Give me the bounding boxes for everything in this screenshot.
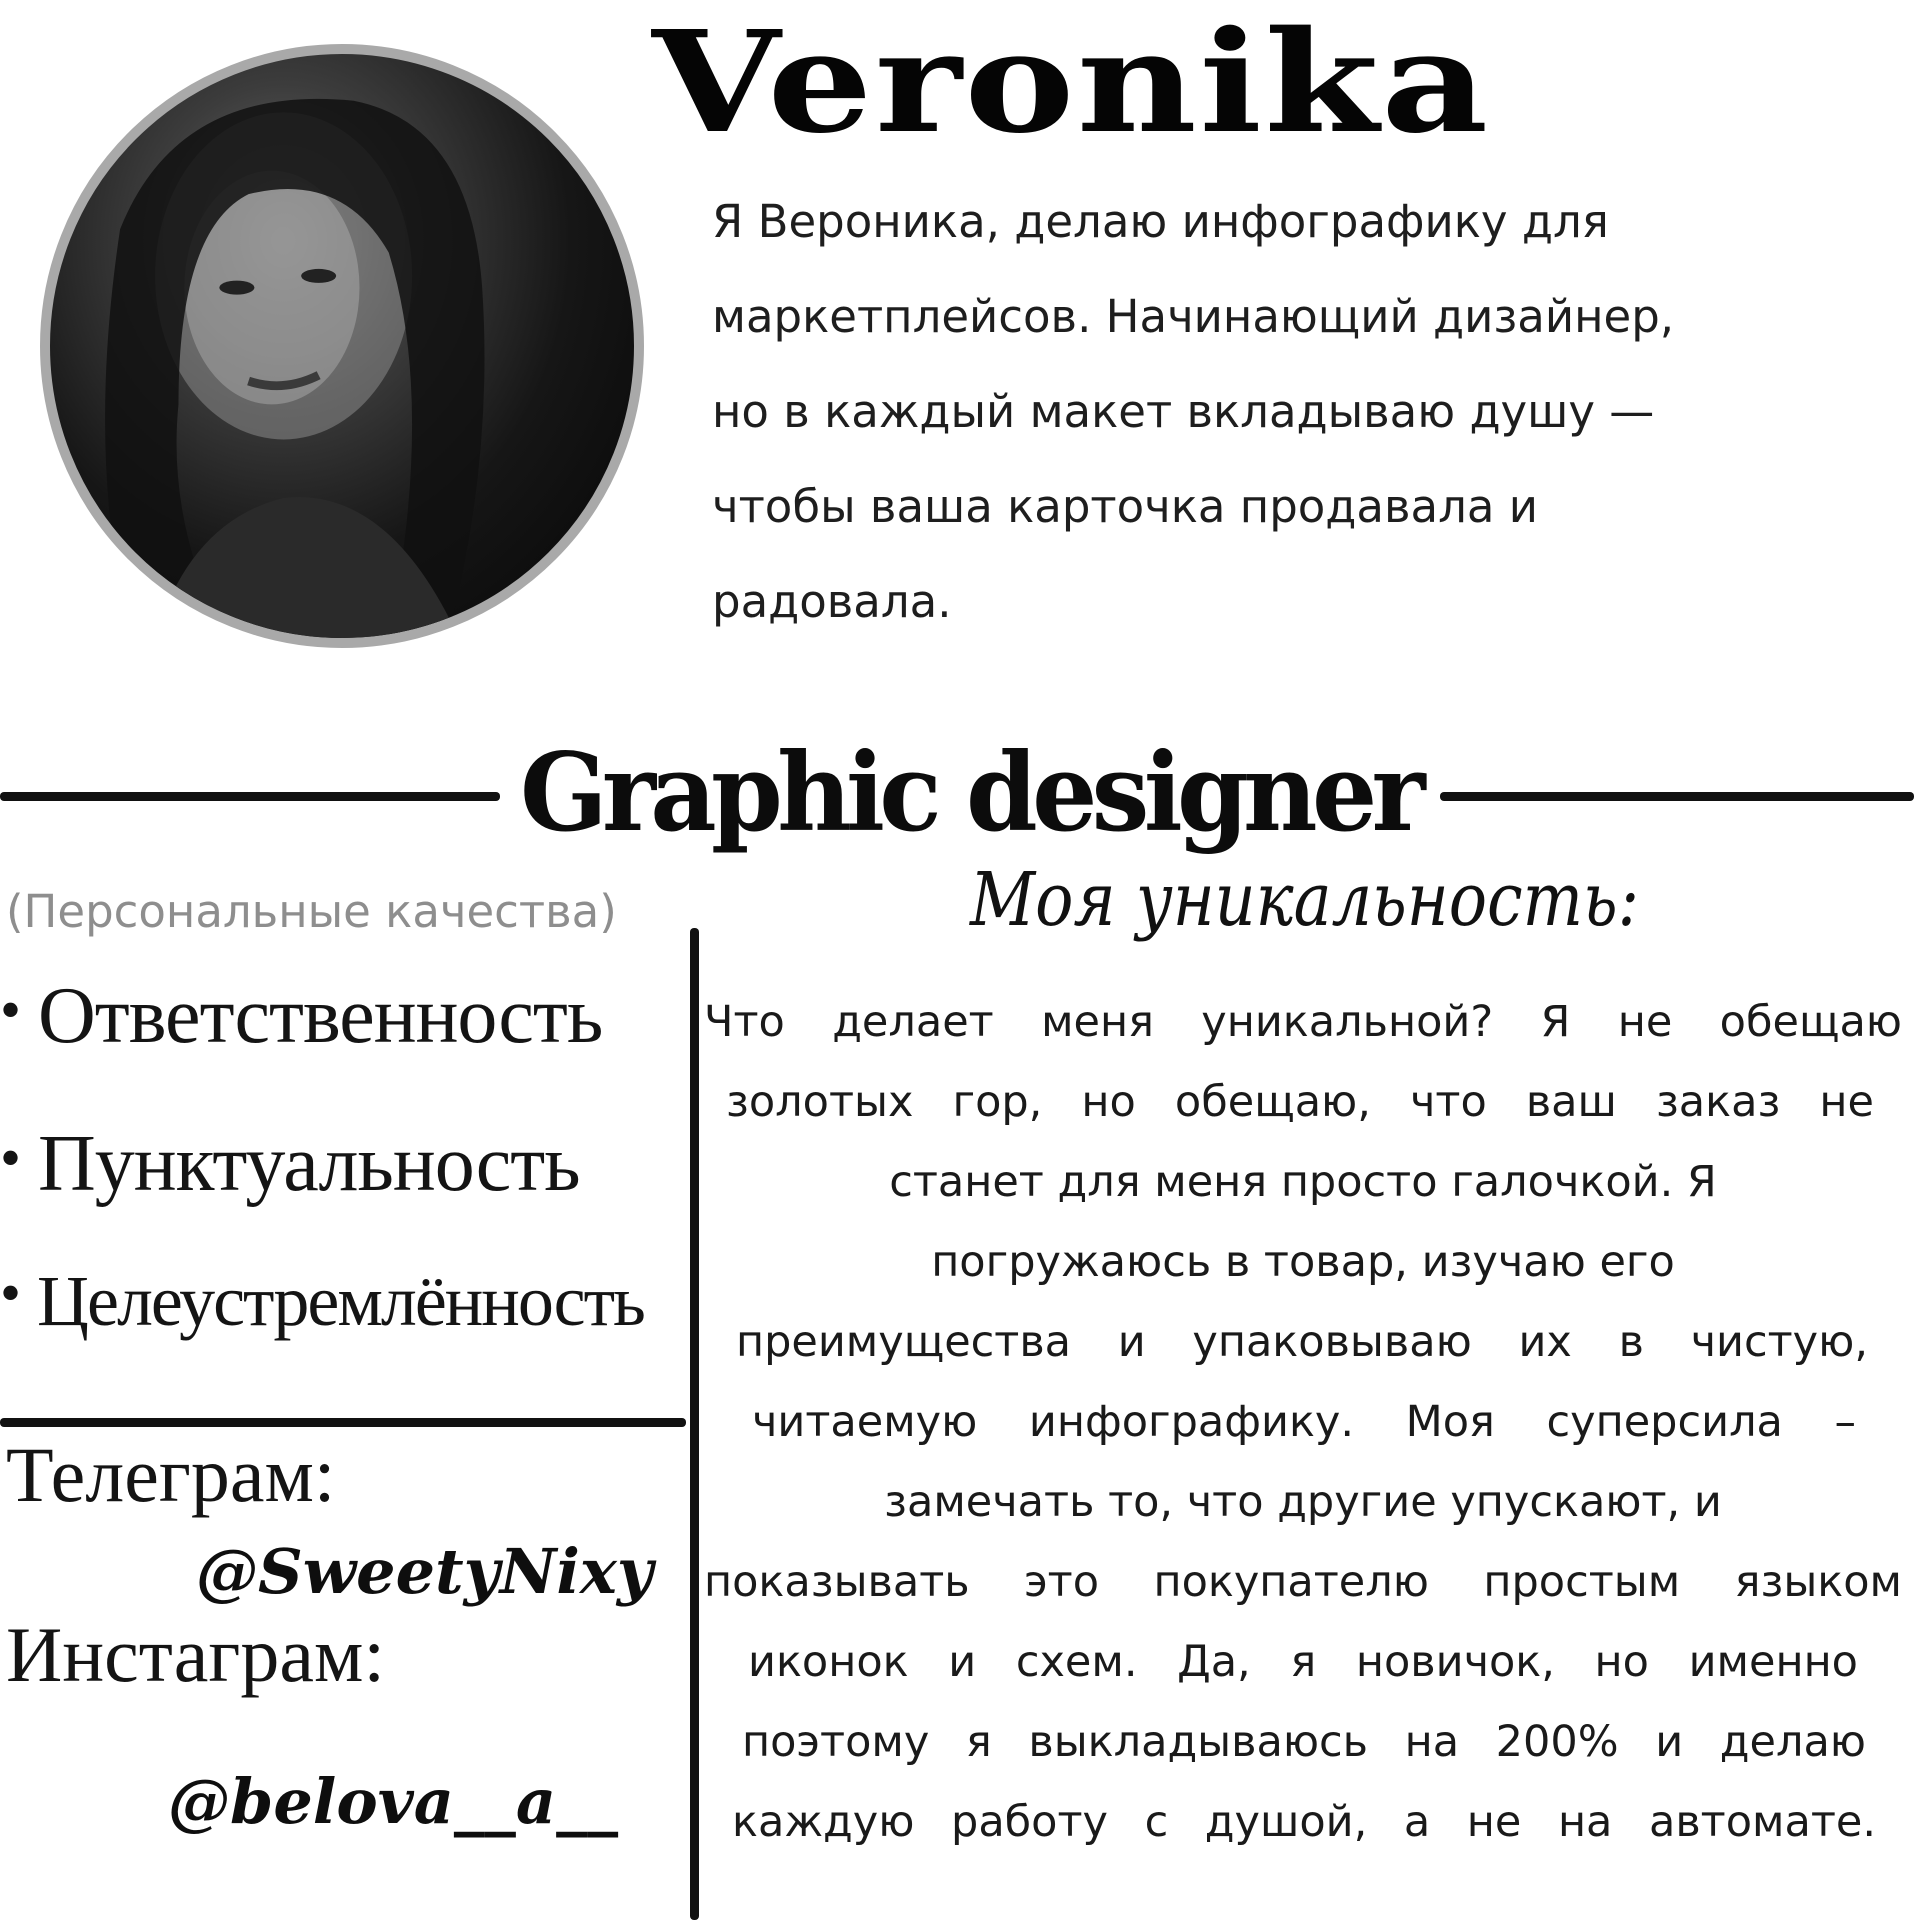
bio-line: но в каждый макет вкладываю душу — — [712, 385, 1655, 438]
quality-item — [0, 1110, 580, 1212]
portrait-photo-icon — [50, 54, 634, 638]
bio-line: маркетплейсов. Начинающий дизайнер, — [712, 290, 1675, 343]
instagram-label: Инстаграм: — [6, 1611, 385, 1698]
bullet-icon: • — [0, 977, 21, 1043]
profile-photo — [40, 44, 644, 648]
bio-line: Я Вероника, делаю инфографику для — [712, 195, 1609, 248]
paragraph-line: иконок и схем. Да, я новичок, но именно — [748, 1637, 1858, 1687]
profile-name: Veronika — [652, 1, 1491, 165]
title-divider-left — [0, 792, 500, 801]
bullet-icon: • — [0, 1125, 21, 1191]
paragraph-line: каждую работу с душой, а не на автомате. — [732, 1797, 1876, 1847]
paragraph-line: золотых гор, но обещаю, что ваш заказ не — [726, 1077, 1874, 1127]
qualities-caption: (Персональные качества) — [6, 885, 617, 938]
instagram-handle[interactable]: @belova__a__ — [168, 1765, 619, 1838]
telegram-handle[interactable]: @SweetyNixy — [196, 1535, 653, 1608]
bio-line: радовала. — [712, 575, 952, 628]
paragraph-line: поэтому я выкладываюсь на 200% и делаю — [742, 1717, 1866, 1767]
contacts-divider — [0, 1418, 686, 1427]
title-divider-right — [1440, 792, 1914, 801]
bullet-icon: • — [0, 1260, 20, 1326]
paragraph-line: погружаюсь в товар, изучаю его — [931, 1237, 1675, 1287]
quality-item — [0, 962, 602, 1064]
paragraph-line: замечать то, что другие упускают, и — [884, 1477, 1722, 1527]
quality-label: Ответственность — [38, 972, 603, 1060]
paragraph-line: читаемую инфографику. Моя суперсила – — [752, 1397, 1856, 1447]
bio-line: чтобы ваша карточка продавала и — [712, 480, 1538, 533]
telegram-label: Телеграм: — [6, 1431, 336, 1518]
quality-label: Целеустремлённость — [37, 1261, 644, 1341]
column-divider — [690, 928, 699, 1920]
page-title: Graphic designer — [520, 730, 1420, 856]
quality-label: Пунктуальность — [38, 1120, 580, 1208]
quality-item — [0, 1245, 644, 1349]
paragraph-line: Что делает меня уникальной? Я не обещаю — [704, 997, 1902, 1047]
paragraph-line: преимущества и упаковываю их в чистую, — [736, 1317, 1868, 1367]
paragraph-line: показывать это покупателю простым языком — [704, 1557, 1902, 1607]
uniqueness-heading: Моя уникальность: — [970, 857, 1640, 943]
paragraph-line: станет для меня просто галочкой. Я — [889, 1157, 1717, 1207]
